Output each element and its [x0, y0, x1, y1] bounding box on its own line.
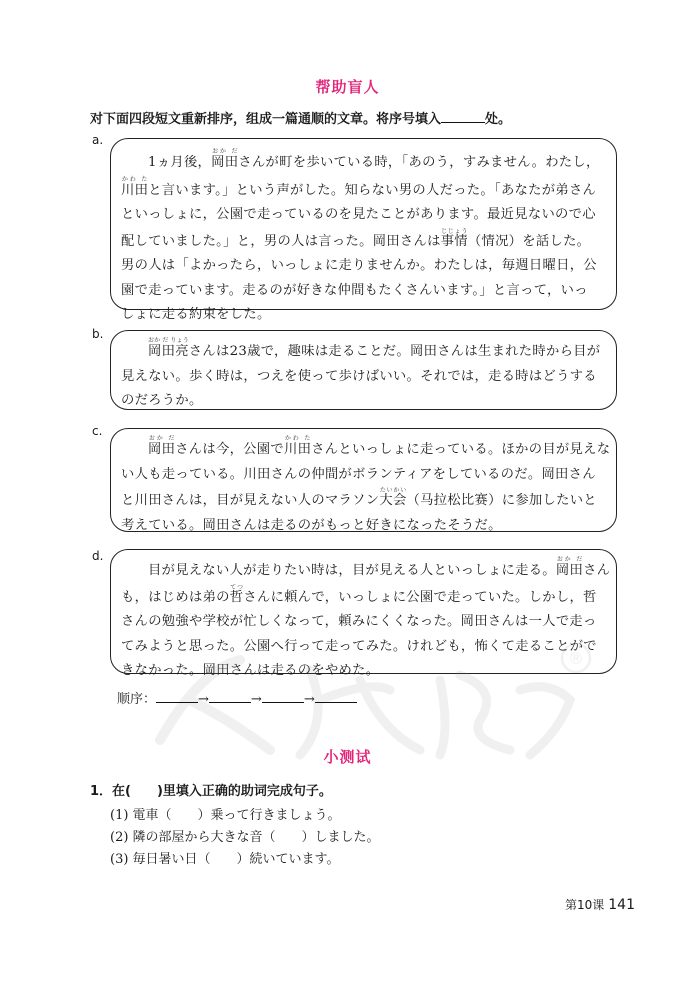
passage-box-b [110, 330, 617, 410]
passage-a-line: しょに走る約束をした。 [121, 307, 271, 322]
question-item: (3) 毎日暑い日（ ）続いています。 [110, 852, 340, 867]
passage-c-line: 岡田おか ださんは今，公園で川田かわ たさんといっしょに走っている。ほかの目が見えな [148, 435, 611, 457]
passage-c-line: い人も走っている。川田さんの仲間がボランティアをしているのだ。岡田さん [121, 466, 596, 482]
question-1: 1．在( )里填入正确的助词完成句子。 [90, 784, 332, 799]
passage-box-a [110, 138, 617, 322]
instruction [90, 108, 511, 127]
passage-label-a: a. [92, 133, 104, 147]
passage-b-line: 見えない。歩く時は，つえを使って歩けばいい。それでは，走る時はどうする [121, 368, 597, 384]
order-answer-line: 顺序： → → → [117, 688, 357, 707]
passage-label-b: b. [92, 327, 104, 341]
page-number: 141 [608, 897, 635, 913]
passage-a-line: 男の人は「よかったら，いっしょに走りませんか。わたしは，毎週日曜日，公 [121, 258, 597, 273]
svg-text:®: ® [568, 649, 584, 668]
passage-d-line: てみようと思った。公園へ行って走ってみた。けれども，怖くて走ることがで [121, 638, 597, 654]
instruction-end: 处。 [485, 112, 512, 127]
passage-a-line: 配していました。」と，男の人は言った。岡田さんは事情じじょう（情况）を話した。 [121, 227, 591, 249]
question-item: (1) 電車（ ）乗って行きましょう。 [110, 808, 341, 823]
instruction-text: 对下面四段短文重新排序，组成一篇通顺的文章。将序号填入 [90, 112, 442, 127]
passage-c-line: 考えている。岡田さんは走るのがもっと好きになったそうだ。 [121, 517, 502, 533]
passage-label-c: c. [92, 424, 103, 438]
passage-a-line: 園で走っています。走るのが好きな仲間もたくさんいます。」と言って，いっ [121, 282, 588, 298]
passage-d-line: きなかった。岡田さんは走るのをやめた。 [121, 663, 380, 678]
passage-d-line: 目が見えない人が走りたい時は，目が見える人といっしょに走る。岡田おか ださん [148, 556, 611, 578]
quiz-title: 小测试 [323, 748, 372, 766]
lesson-label: 第10课 [564, 898, 605, 912]
passage-b-line: のだろうか。 [121, 393, 203, 408]
passage-label-d: d. [92, 549, 104, 563]
passage-a-line: 川田かわ たと言います。」という声がした。知らない男の人だった。「あなたが弟さん [121, 175, 597, 198]
passage-c-line: と川田さんは，目が見えない人のマラソン大会たいかい（马拉松比赛）に参加したいと [121, 487, 597, 508]
question-item: (2) 隣の部屋から大きな音（ ）しました。 [110, 830, 380, 845]
passage-a-line: 1ヵ月後，岡田おか ださんが町を歩いている時，「あのう，すみません。わたし， [148, 148, 600, 170]
page-footer [565, 896, 635, 913]
passage-box-c [110, 428, 617, 532]
passage-d-line: も，はじめは弟の哲てつさんに頼んで，いっしょに公園で走っていた。しかし，哲 [121, 583, 597, 605]
answer-blank [441, 110, 485, 123]
passage-d-line: さんの勉強や学校が忙しくなって，頼みにくくなった。岡田さんは一人で走っ [121, 614, 597, 629]
passage-b-line: 岡田亮おか だ りょうさんは23歳で，趣味は走ることだ。岡田さんは生まれた時から目が [148, 337, 601, 359]
section-title: 帮助盲人 [315, 78, 380, 96]
passage-a-line: といっしょに，公園で走っているのを見たことがあります。最近見ないので心 [121, 207, 596, 222]
